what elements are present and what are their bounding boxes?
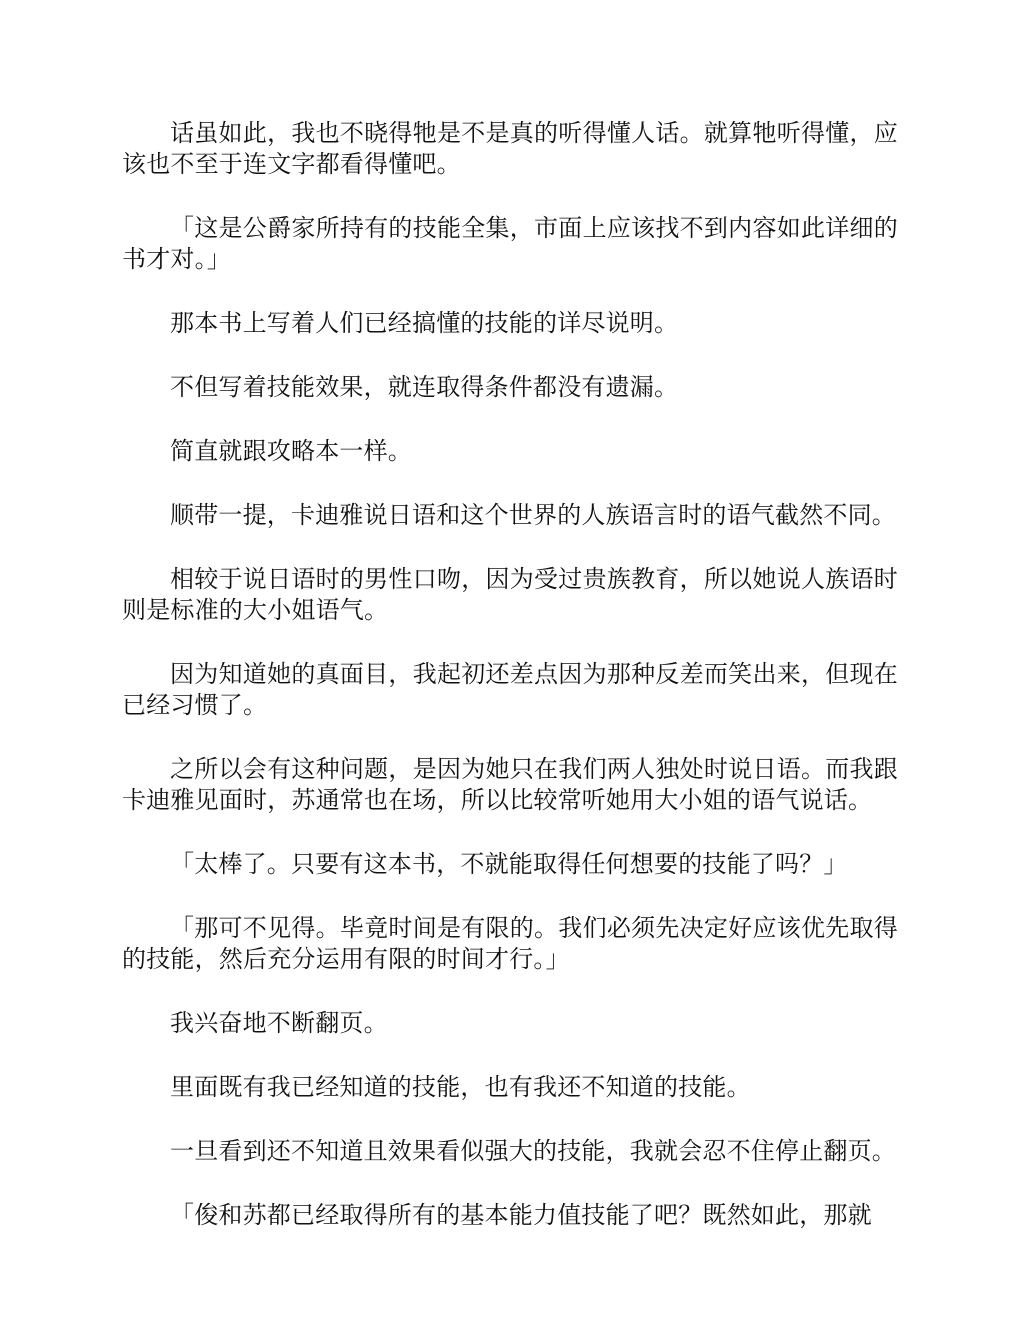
paragraph: 顺带一提，卡迪雅说日语和这个世界的人族语言时的语气截然不同。: [170, 501, 896, 529]
paragraph: 不但写着技能效果，就连取得条件都没有遗漏。: [170, 373, 679, 401]
paragraph: 那本书上写着人们已经搞懂的技能的详尽说明。: [170, 309, 679, 337]
paragraph: 里面既有我已经知道的技能，也有我还不知道的技能。: [170, 1073, 751, 1101]
paragraph: 之所以会有这种问题，是因为她只在我们两人独处时说日语。而我跟卡迪雅见面时，苏通常也在场，所以比较常听她用大小姐的语气说话。: [122, 755, 898, 814]
paragraph: 简直就跟攻略本一样。: [170, 437, 412, 465]
paragraph: 话虽如此，我也不晓得牠是不是真的听得懂人话。就算牠听得懂，应该也不至于连文字都看得懂吧。: [122, 119, 898, 178]
paragraph: 「俊和苏都已经取得所有的基本能力值技能了吧？既然如此，那就: [170, 1201, 872, 1229]
paragraph: 相较于说日语时的男性口吻，因为受过贵族教育，所以她说人族语时则是标准的大小姐语气。: [122, 565, 898, 624]
paragraph: 「那可不见得。毕竟时间是有限的。我们必须先决定好应该优先取得的技能，然后充分运用有限的时间才行。」: [122, 914, 898, 973]
paragraph: 「太棒了。只要有这本书，不就能取得任何想要的技能了吗？」: [170, 850, 848, 878]
paragraph: 一旦看到还不知道且效果看似强大的技能，我就会忍不住停止翻页。: [170, 1137, 896, 1165]
paragraph: 「这是公爵家所持有的技能全集，市面上应该找不到内容如此详细的书才对。」: [122, 214, 898, 273]
paragraph: 我兴奋地不断翻页。: [170, 1009, 388, 1037]
paragraph: 因为知道她的真面目，我起初还差点因为那种反差而笑出来，但现在已经习惯了。: [122, 660, 898, 719]
